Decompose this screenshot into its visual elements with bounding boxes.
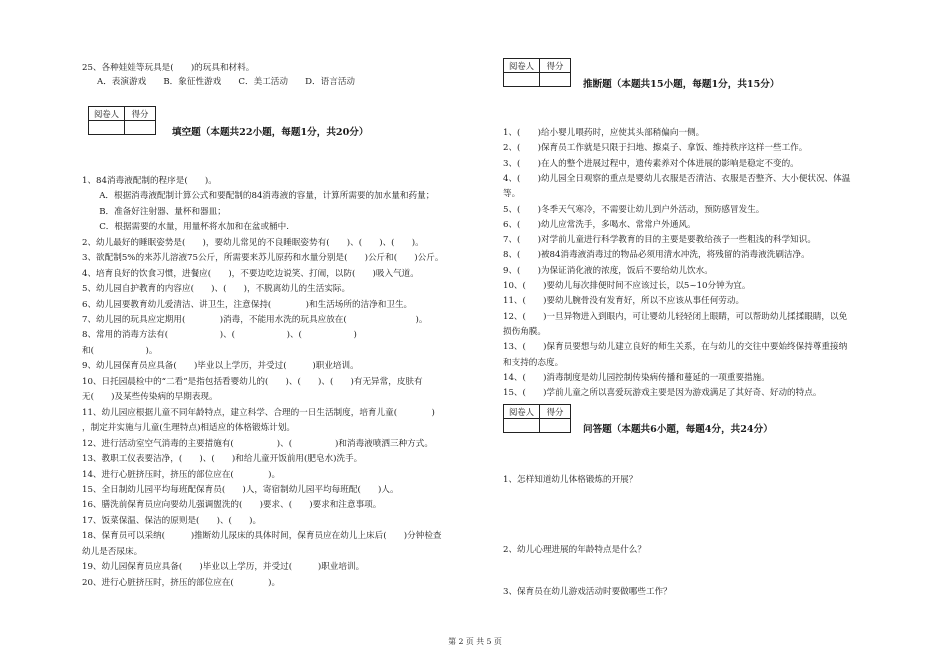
fill-question-line: 19、幼儿园保育员应具备( )毕业以上学历，并受过( )职业培训。 [82,562,365,572]
score-label: 得分 [125,107,156,121]
question-25: 25、各种娃娃等玩具是( )的玩具和材料。 [82,63,255,73]
fill-question-line: 1、84消毒液配制的程序是( )。 [82,176,217,186]
fill-question-line: 13、教职工仪表要洁净，( )、( )和给儿童开饭前用(肥皂水)洗手。 [82,454,363,464]
fill-question-line: B．准备好注射器、量杯和器皿； [82,207,226,217]
fill-score-box [88,106,156,135]
fill-question-line: 3、欲配制5%的来苏儿溶液75公斤，所需要来苏儿原药和水量分别是( )公斤和( )公斤。 [82,253,444,263]
judge-question-line: 15、( )学前儿童之所以喜爱玩游戏主要是因为游戏满足了其好奇、好动的特点。 [503,388,822,398]
fill-section-title: 填空题（本题共22小题，每题1分，共20分） [172,127,369,138]
question-25-options: A．表演游戏 B．象征性游戏 C．美工活动 D．语言活动 [97,77,356,87]
judge-question-line: 7、( )对学前儿童进行科学教育的目的主要是要教给孩子一些粗浅的科学知识。 [503,235,816,245]
reviewer-cell [89,121,125,135]
fill-question-line: 18、保育员可以采纳( )推断幼儿尿床的具体时间，保育员应在幼儿上床后( )分钟检查 [82,531,442,541]
reviewer-label: 阅卷人 [89,107,125,121]
reviewer-label: 阅卷人 [504,59,540,73]
fill-question-line: 20、进行心脏挤压时，挤压的部位应在( )。 [82,578,281,588]
fill-question-line: 无( )及某些传染病的早期表现。 [82,392,218,402]
judge-section-title: 推断题（本题共15小题，每题1分，共15分） [583,79,780,90]
reviewer-cell [504,73,540,87]
fill-question-line: 14、进行心脏挤压时，挤压的部位应在( )。 [82,470,281,480]
judge-score-box [503,58,571,87]
judge-question-line: 10、( )要幼儿每次排便时间不应该过长，以5~10分钟为宜。 [503,281,751,291]
judge-question-line: 13、( )保育员要想与幼儿建立良好的师生关系，在与幼儿的交往中要始终保持尊重接纳 [503,342,848,352]
judge-question-line: 1、( )给小婴儿喂药时，应使其头部稍偏向一侧。 [503,128,705,138]
score-cell [540,73,571,87]
qa-question-line: 1、怎样知道幼儿体格锻炼的开展？ [503,475,638,485]
fill-question-line: 5、幼儿园自护教育的内容应( )、( )，不脱离幼儿的生活实际。 [82,284,351,294]
fill-question-line: 幼儿是否尿床。 [82,547,143,557]
judge-question-line: 8、( )被84消毒液消毒过的物品必须用清水冲洗，将残留的消毒液洗刷洁净。 [503,250,810,260]
fill-question-line: 17、饭菜保温、保洁的原则是( )、( )。 [82,516,262,526]
judge-question-line: 5、( )冬季天气寒冷，不需要让幼儿到户外活动，预防感冒发生。 [503,205,765,215]
fill-question-line: 6、幼儿园要教育幼儿爱清洁、讲卫生，注意保持( )和生活场所的洁净和卫生。 [82,300,413,310]
fill-question-line: A．根据消毒液配制计算公式和要配制的84消毒液的容量，计算所需要的加水量和药量； [82,191,435,201]
fill-question-line: 7、幼儿园的玩具应定期用( )消毒，不能用水洗的玩具应放在( )。 [82,315,428,325]
score-label: 得分 [540,405,571,419]
fill-question-line: 16、膳洗前保育员应向要幼儿强调盥洗的( )要求、( )要求和注意事项。 [82,500,382,510]
judge-question-line: 2、( )保育员工作就是只限于扫地、擦桌子、拿饭、维持秩序这样一些工作。 [503,143,808,153]
fill-question-line: ，制定并实施与儿童(生理特点)相适应的体格锻炼计划。 [82,423,295,433]
fill-question-line: 2、幼儿最好的睡眠姿势是( )，要幼儿常见的不良睡眠姿势有( )、( )、( )。 [82,238,424,248]
judge-question-line: 4、( )幼儿园全日观察的重点是婴幼儿衣服是否清洁、衣服是否整齐、大小便状况、体温 [503,174,851,184]
judge-question-line: 损伤角膜。 [503,327,546,337]
fill-question-line: 和( )。 [82,346,158,356]
judge-question-line: 6、( )幼儿应常洗手，多喝水、常常户外通风。 [503,220,696,230]
fill-question-line: 9、幼儿园保育员应具备( )毕业以上学历，并受过( )职业培训。 [82,361,359,371]
score-label: 得分 [540,59,571,73]
judge-question-line: 9、( )为保证消化液的浓度，饭后不要给幼儿饮水。 [503,266,713,276]
fill-question-line: 4、培育良好的饮食习惯，进餐应( )，不要边吃边说笑、打闹，以防( )吸入气道。 [82,269,419,279]
judge-question-line: 12、( )一旦异物进入到眼内，可让婴幼儿轻轻闭上眼睛，可以帮助幼儿揉揉眼睛，以免 [503,312,848,322]
qa-question-line: 3、保育员在幼儿游戏活动时要做哪些工作？ [503,587,672,597]
qa-question-line: 2、幼儿心理进展的年龄特点是什么？ [503,545,646,555]
fill-question-line: C．根据需要的水量，用量杯将水加和在盆或桶中. [82,222,289,232]
judge-question-line: 14、( )消毒制度是幼儿园控制传染病传播和蔓延的一项重要措施。 [503,373,770,383]
judge-question-line: 和支持的态度。 [503,358,564,368]
fill-question-line: 10、日托园晨检中的“二看”是指包括看婴幼儿的( )、( )、( )有无异常，皮肤有 [82,377,423,387]
qa-section-title: 问答题（本题共6小题，每题4分，共24分） [583,424,773,435]
fill-question-line: 11、幼儿园应根据儿童不同年龄特点，建立科学、合理的一日生活制度，培育儿童( ) [82,408,435,418]
fill-question-line: 12、进行活动室空气消毒的主要措施有( )、( )和消毒液喷洒三种方式。 [82,439,433,449]
judge-question-line: 等。 [503,189,521,199]
page-footer: 第 2 页 共 5 页 [448,637,502,646]
fill-question-line: 15、全日制幼儿园平均每班配保育员( )人，寄宿制幼儿园平均每班配( )人。 [82,485,399,495]
score-cell [125,121,156,135]
judge-question-line: 3、( )在人的整个进展过程中，遗传素养对个体进展的影响是稳定不变的。 [503,159,799,169]
fill-question-line: 8、常用的消毒方法有( )、( )、( ) [82,330,357,340]
qa-score-box [503,404,571,433]
reviewer-label: 阅卷人 [504,405,540,419]
score-cell [540,419,571,433]
judge-question-line: 11、( )要幼儿腕骨没有发育好，所以不应该从事任何劳动。 [503,296,745,306]
reviewer-cell [504,419,540,433]
